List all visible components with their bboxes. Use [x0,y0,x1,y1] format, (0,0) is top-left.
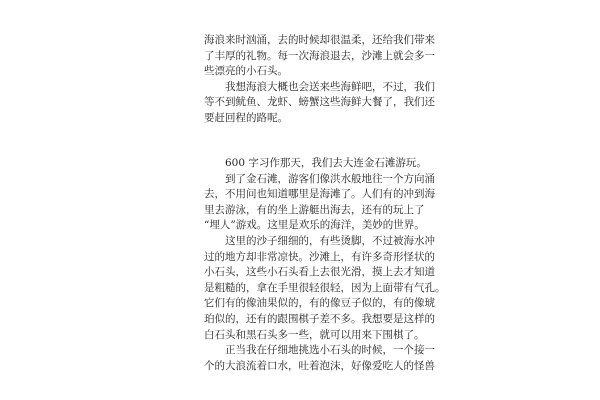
paragraph [204,80,435,127]
text-line: 是粗糙的，拿在手里很轻很轻，因为上面带有气孔。 [204,281,446,294]
text-line: 600 字习作那天，我们去大连金石滩游玩。 [204,157,427,169]
text-line: 我想海浪大概也会送来些海鲜吧，不过，我们 [204,80,435,93]
text-line: 了丰厚的礼物。每一次海浪退去，沙滩上就会多一 [204,49,435,62]
text-line: 正当我在仔细地挑选小石头的时候，一个接一 [204,344,435,357]
text-line: 珀似的，还有的跟围棋子差不多。我想要是这样的 [204,312,435,325]
paragraph [204,234,446,343]
text-line: 等不到鱿鱼、龙虾、螃蟹这些海鲜大餐了，我们还 [204,96,435,109]
paragraph [204,156,435,234]
text-line: 白石头和黑石头多一些，就可以用来下围棋了。 [204,328,425,341]
text-line: 去，不用问也知道哪里是海滩了。人们有的冲到海 [204,188,435,201]
text-line: “埋人”游戏。这里是欢乐的海洋，美妙的世界。 [204,219,425,232]
text-line: 些漂亮的小石头。 [204,65,288,78]
text-line: 海浪来时汹涌，去的时候却很温柔，还给我们带来 [204,34,435,46]
text-line: 要赶回程的路呢。 [204,111,288,124]
text-line: 过的地方却非常凉快。沙滩上，有许多奇形怪状的 [204,250,435,263]
text-line: 里去游泳，有的坐上游艇出海去，还有的玩上了 [204,203,425,216]
essay-section-ending [204,33,435,127]
text-line: 这里的沙子细细的，有些烫脚，不过被海水冲 [204,234,435,247]
text-line: 个的大浪流着口水，吐着泡沫，好像爱吃人的怪兽 [204,359,435,372]
text-line: 小石头，这些小石头看上去很光滑，摸上去才知道 [204,266,435,279]
essay-section-full [204,156,446,374]
paragraph [204,33,435,80]
text-line: 它们有的像油果似的，有的像豆子似的，有的像琥 [204,297,435,310]
paragraph [204,343,435,374]
text-line: 到了金石滩，游客们像洪水般地往一个方向涌 [204,172,435,185]
